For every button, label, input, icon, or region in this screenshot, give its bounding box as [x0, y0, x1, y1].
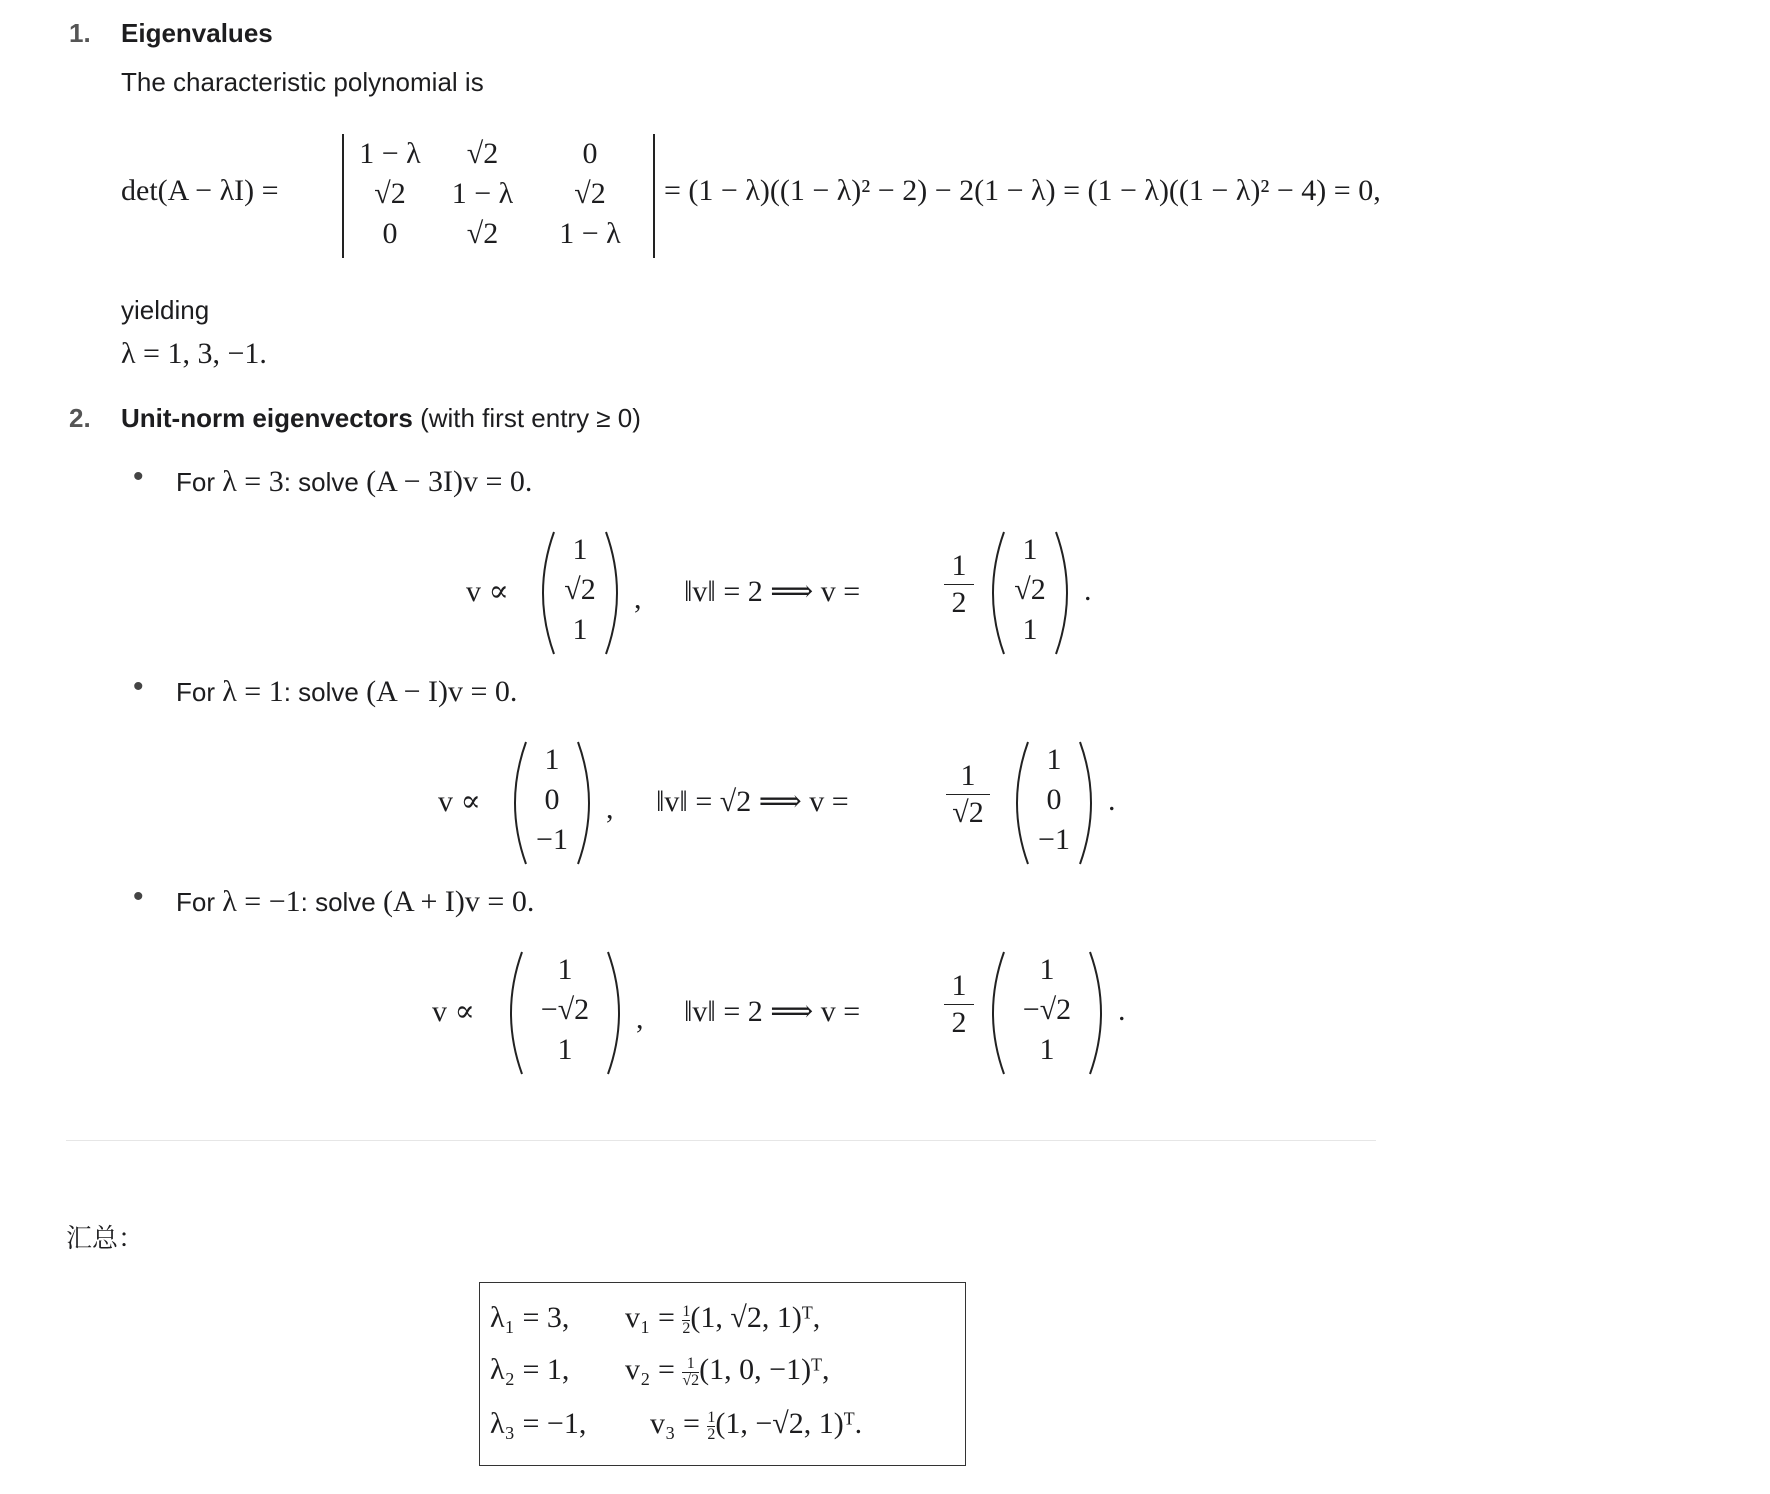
norm-statement: ‖v‖ = 2 ⟹ v = — [684, 575, 861, 608]
vector-entries-normalized — [1002, 530, 1058, 650]
vector-entry: 1 — [1046, 743, 1062, 776]
heading-bold: Unit-norm eigenvectors — [121, 403, 413, 433]
matrix-cell: √2 — [466, 137, 499, 170]
v-proportional: v ∝ — [432, 995, 475, 1028]
section-heading-eigenvectors — [121, 403, 641, 434]
list-number-2: 2. — [69, 403, 91, 433]
summary-row-2 — [490, 1353, 829, 1389]
vector-entry: 0 — [1046, 783, 1062, 816]
case-text: : solve — [283, 467, 367, 497]
det-rhs: = (1 − λ)((1 − λ)² − 2) − 2(1 − λ) = (1 − λ)((1 − λ)² − 4) = 0, — [664, 174, 1381, 207]
case-equation: (A − 3I)v = 0. — [366, 465, 533, 498]
case-text: For — [176, 887, 223, 917]
fraction-den: 2 — [682, 1319, 691, 1337]
vector-entry: −1 — [1038, 823, 1070, 856]
case-equation: (A − I)v = 0. — [366, 675, 518, 708]
vector-entry: 1 — [557, 1033, 573, 1066]
bullet-dot: • — [133, 670, 144, 703]
case-1-statement — [176, 465, 532, 499]
summary-tail: (1, −√2, 1)ᵀ. — [715, 1407, 863, 1440]
norm-statement: ‖v‖ = 2 ⟹ v = — [684, 995, 861, 1028]
case-lambda: λ = 3 — [222, 465, 284, 498]
vector-entry: −√2 — [540, 993, 590, 1026]
summary-box — [479, 1282, 966, 1466]
bullet-dot: • — [133, 460, 144, 493]
case-lambda: λ = 1 — [222, 675, 284, 708]
summary-vec: v₂ = — [625, 1353, 683, 1386]
comma: , — [606, 792, 614, 825]
fraction-num: 1 — [946, 758, 990, 795]
vector-entries-normalized — [1026, 740, 1082, 860]
fraction-den: 2 — [951, 1006, 967, 1039]
matrix-cell: 0 — [382, 217, 398, 250]
summary-row-1 — [490, 1301, 820, 1337]
vector-entry: √2 — [1014, 573, 1046, 606]
fraction-den: 2 — [707, 1425, 716, 1443]
fraction-num: 1 — [944, 968, 974, 1005]
eigenvalue-result: λ = 1, 3, −1. — [121, 337, 267, 370]
vector-entry: 0 — [544, 783, 560, 816]
coefficient-fraction — [946, 758, 990, 831]
summary-tail: (1, 0, −1)ᵀ, — [699, 1353, 830, 1386]
period: . — [1118, 994, 1126, 1027]
case-text: : solve — [283, 677, 367, 707]
vector-entry: 1 — [1022, 613, 1038, 646]
period: . — [1108, 784, 1116, 817]
summary-lambda: λ₁ = 3, — [490, 1301, 570, 1334]
vector-entry: −1 — [536, 823, 568, 856]
fraction-num: 1 — [682, 1356, 699, 1373]
norm-statement: ‖v‖ = √2 ⟹ v = — [656, 785, 849, 818]
comma: , — [634, 582, 642, 615]
summary-vec: v₃ = — [650, 1407, 708, 1440]
summary-lambda: λ₃ = −1, — [490, 1407, 587, 1440]
comma: , — [636, 1002, 644, 1035]
det-bar-right — [653, 134, 655, 258]
period: . — [1084, 574, 1092, 607]
horizontal-divider — [66, 1140, 1376, 1141]
matrix-cell: √2 — [466, 217, 499, 250]
case-3-statement — [176, 885, 534, 919]
v-proportional: v ∝ — [466, 575, 509, 608]
vector-entries-normalized — [1002, 950, 1092, 1070]
case-2-statement — [176, 675, 517, 709]
summary-vec: v₁ = — [625, 1301, 683, 1334]
det-bar-left — [342, 134, 344, 258]
coefficient-fraction — [944, 968, 974, 1041]
vector-entry: 1 — [572, 533, 588, 566]
vector-entry: 1 — [1039, 953, 1055, 986]
heading-note: (with first entry ≥ 0) — [420, 403, 641, 433]
determinant-matrix — [340, 134, 655, 258]
matrix-cell: 1 − λ — [451, 177, 514, 210]
matrix-cell: 1 − λ — [559, 217, 621, 250]
case-equation: (A + I)v = 0. — [383, 885, 535, 918]
det-lhs: det(A − λI) = — [121, 174, 279, 207]
summary-row-3 — [490, 1407, 862, 1443]
vector-entry: 1 — [1039, 1033, 1055, 1066]
list-number-1: 1. — [69, 18, 91, 48]
yielding-text: yielding — [121, 295, 210, 325]
vector-entry: 1 — [544, 743, 560, 776]
case-text: : solve — [300, 887, 383, 917]
fraction-den: √2 — [952, 796, 984, 829]
vector-entry: 1 — [1022, 533, 1038, 566]
v-proportional: v ∝ — [438, 785, 481, 818]
summary-label: 汇总： — [66, 1223, 145, 1253]
summary-fraction — [682, 1356, 699, 1389]
vector-entry: 1 — [557, 953, 573, 986]
vector-entry: √2 — [564, 573, 596, 606]
case-text: For — [176, 467, 223, 497]
fraction-num: 1 — [707, 1408, 716, 1426]
summary-lambda: λ₂ = 1, — [490, 1353, 570, 1386]
case-lambda: λ = −1 — [222, 885, 301, 918]
case-text: For — [176, 677, 223, 707]
matrix-cell: √2 — [374, 177, 406, 210]
matrix-cell: 0 — [582, 137, 598, 170]
fraction-num: 1 — [944, 548, 974, 585]
section-heading-eigenvalues: Eigenvalues — [121, 18, 273, 48]
matrix-cell: √2 — [574, 177, 606, 210]
intro-text: The characteristic polynomial is — [121, 67, 484, 97]
summary-tail: (1, √2, 1)ᵀ, — [690, 1301, 821, 1334]
fraction-num: 1 — [682, 1302, 691, 1320]
vector-entry: 1 — [572, 613, 588, 646]
vector-entries — [520, 950, 610, 1070]
bullet-dot: • — [133, 880, 144, 913]
vector-entries — [552, 530, 608, 650]
matrix-cell: 1 − λ — [359, 137, 421, 170]
vector-entry: −√2 — [1022, 993, 1072, 1026]
vector-entries — [524, 740, 580, 860]
coefficient-fraction — [944, 548, 974, 621]
fraction-den: 2 — [951, 586, 967, 619]
fraction-den: √2 — [682, 1371, 700, 1389]
